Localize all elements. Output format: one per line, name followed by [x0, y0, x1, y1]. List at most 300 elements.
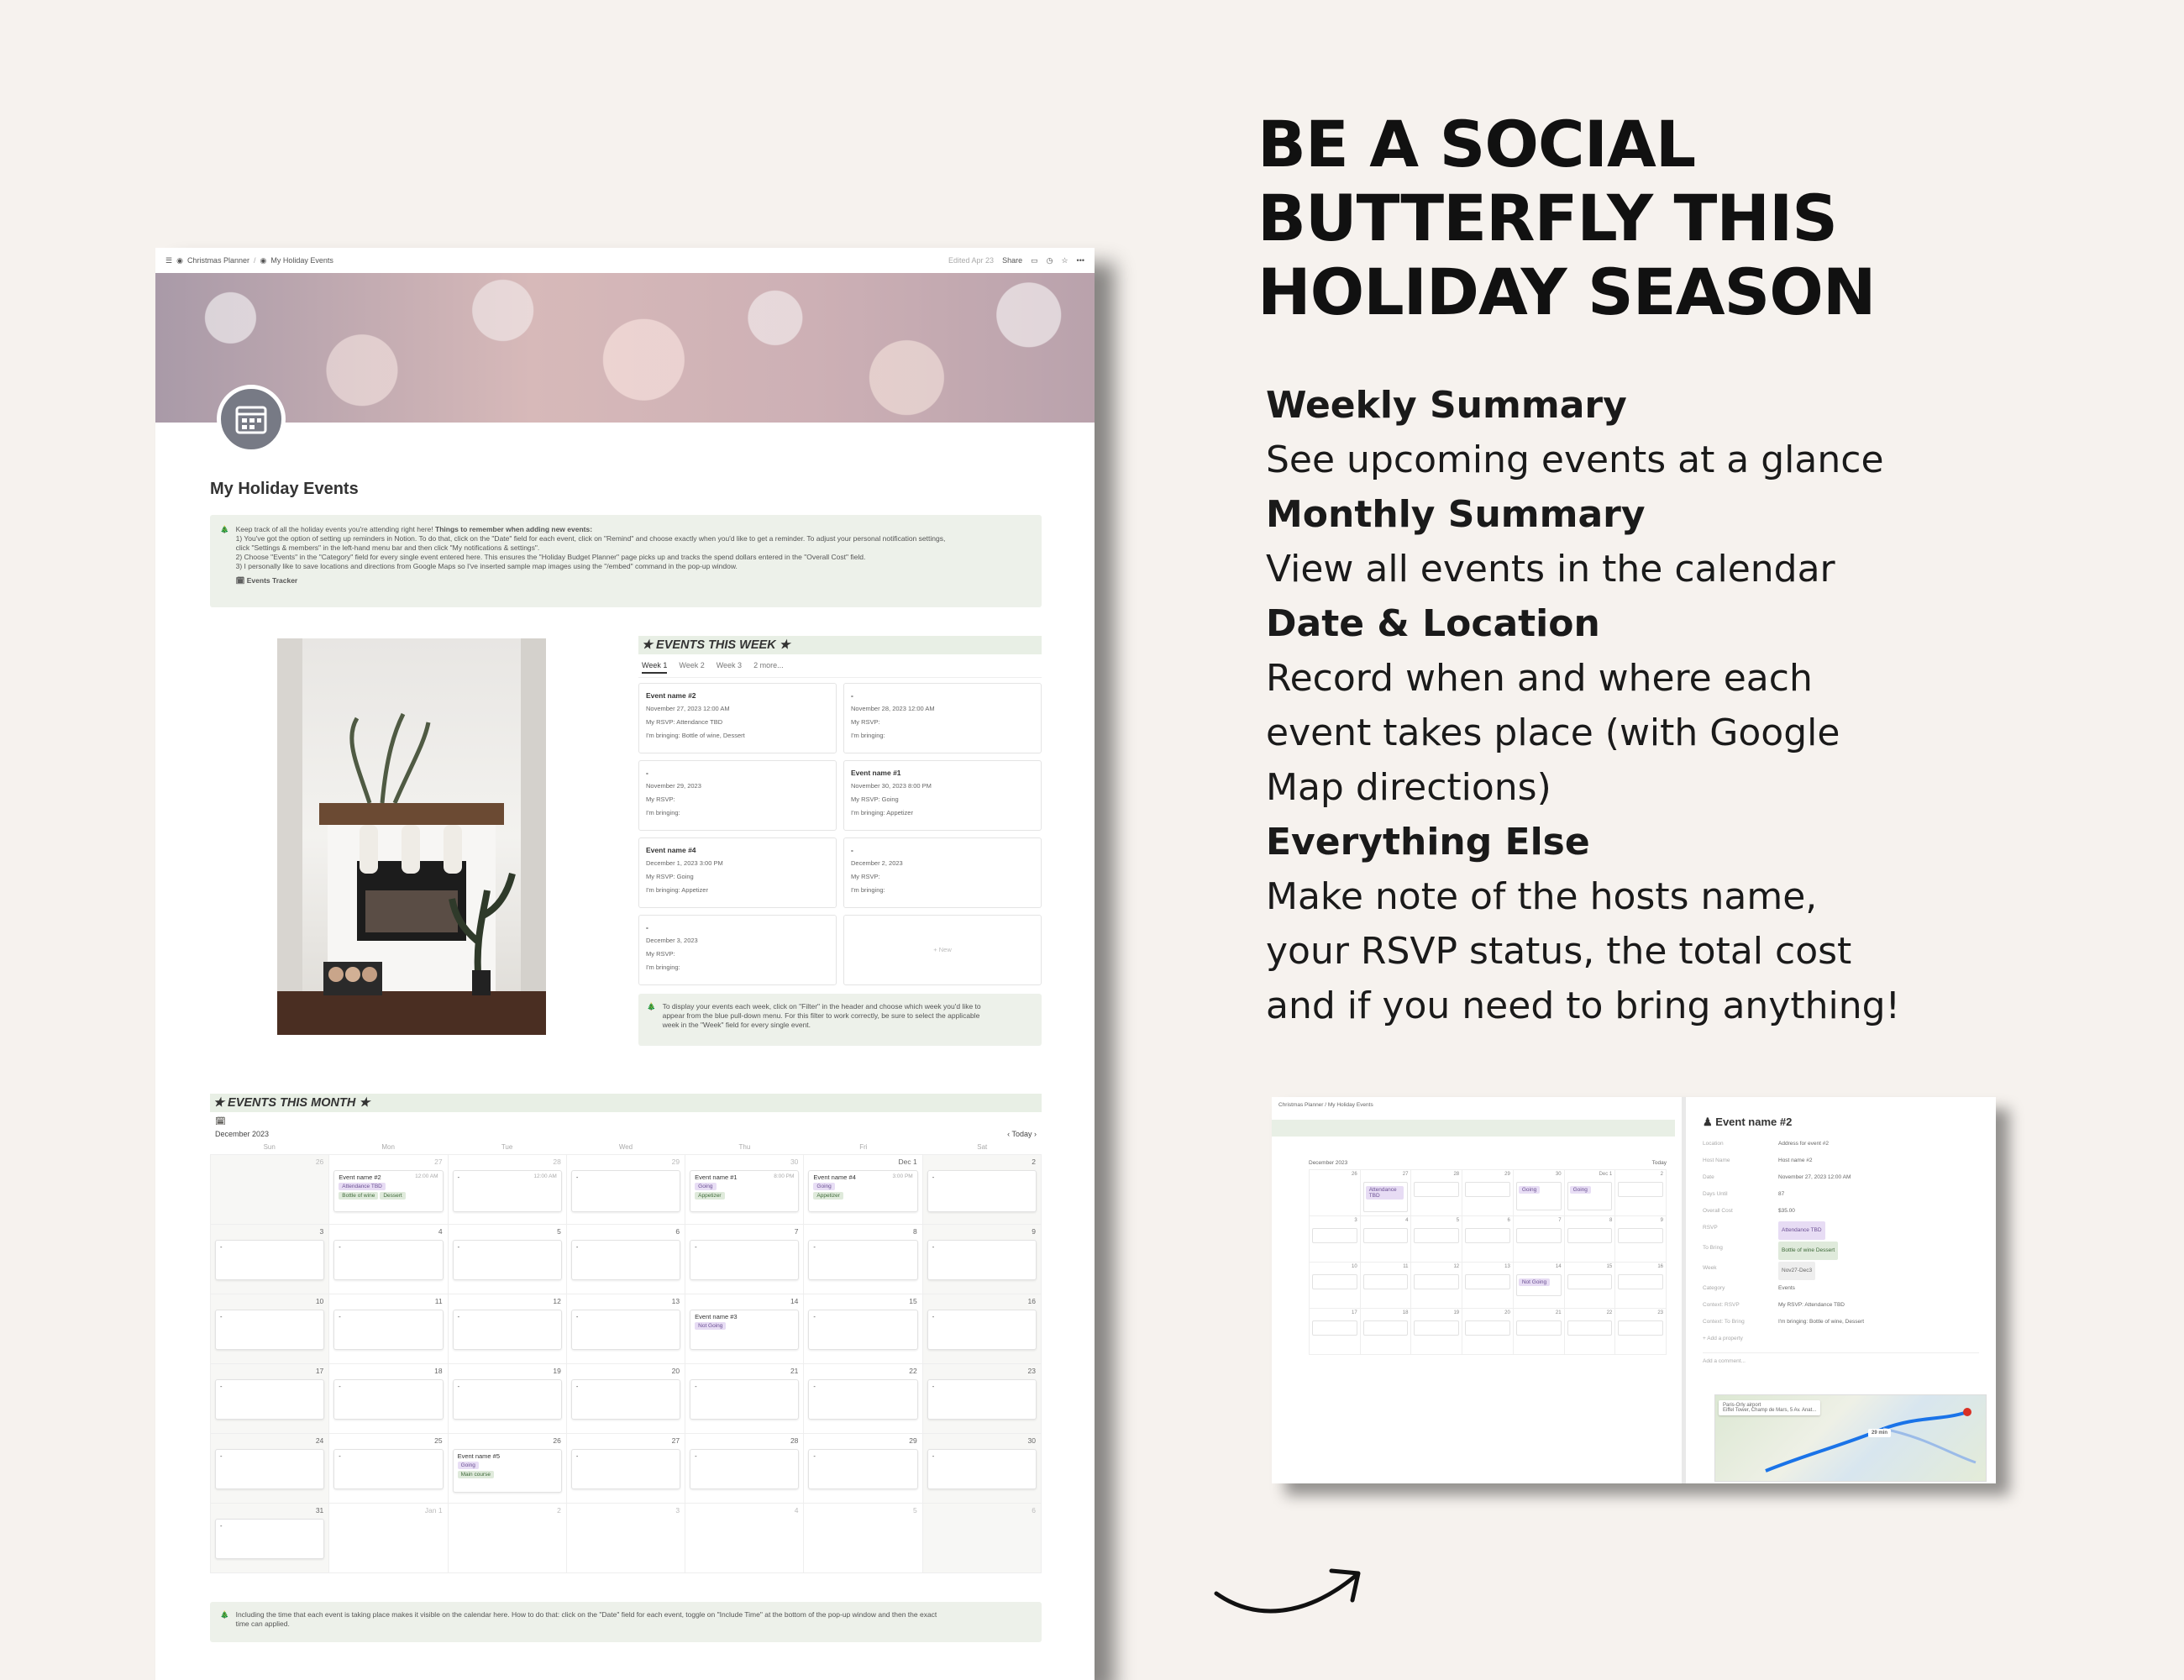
property-value: My RSVP: Attendance TBD [1778, 1302, 1845, 1308]
day-number: 11 [434, 1297, 443, 1305]
thumb-day-number: 12 [1453, 1264, 1460, 1269]
thumb-tag: Going [1570, 1186, 1591, 1194]
calendar-event[interactable] [927, 1379, 1037, 1420]
calendar-event[interactable] [571, 1170, 680, 1212]
detail-property[interactable] [1703, 1186, 1979, 1203]
bring-tag: Appetizer [695, 1192, 724, 1200]
day-number: 18 [434, 1367, 443, 1375]
detail-property[interactable] [1703, 1169, 1979, 1186]
thumb-event [1567, 1228, 1613, 1243]
calendar-event[interactable] [690, 1449, 799, 1489]
thumb-breadcrumb: Christmas Planner / My Holiday Events [1278, 1102, 1373, 1108]
intro-line-1 [236, 525, 946, 534]
calendar-event[interactable] [215, 1449, 324, 1489]
day-number: 8 [912, 1227, 917, 1236]
feature-text: Record when and where each [1266, 657, 1813, 700]
calendar-event[interactable] [215, 1310, 324, 1350]
thumb-day-number: 3 [1354, 1218, 1357, 1223]
calendar-icon [234, 402, 268, 436]
calendar-page-icon[interactable] [217, 385, 286, 454]
day-number: 3 [675, 1506, 680, 1515]
calendar-day[interactable] [567, 1364, 685, 1434]
thumb-day [1310, 1309, 1361, 1355]
rsvp-tag: Attendance TBD [339, 1183, 386, 1190]
week-tip-line-2: appear from the blue pull-down menu. For this filter to work correctly, be sure to select the applicable [662, 1011, 980, 1020]
week-tabs [638, 654, 1042, 678]
thumb-day-number: 9 [1660, 1218, 1663, 1223]
calendar-day[interactable] [449, 1504, 567, 1573]
property-value: Nov27-Dec3 [1778, 1262, 1815, 1280]
week-card[interactable] [638, 837, 837, 908]
day-number: 24 [315, 1436, 324, 1445]
thumb-day [1615, 1216, 1667, 1263]
calendar-day[interactable] [923, 1504, 1042, 1573]
week-gallery [638, 683, 1042, 985]
day-number: 17 [315, 1367, 324, 1375]
thumb-day-number: 18 [1402, 1310, 1409, 1315]
thumb-tag: Not Going [1519, 1278, 1550, 1286]
card-title: - [851, 846, 853, 854]
day-number: 4 [438, 1227, 443, 1236]
event-title: - [932, 1383, 935, 1390]
bring-tag: Main course [458, 1471, 494, 1478]
day-number: 27 [434, 1158, 443, 1166]
card-rsvp: My RSVP: [851, 718, 880, 726]
thumb-day-number: 28 [1453, 1172, 1460, 1177]
event-title: - [220, 1243, 223, 1251]
day-number: 5 [557, 1227, 561, 1236]
calendar-event[interactable] [215, 1240, 324, 1280]
calendar-day[interactable] [329, 1155, 448, 1225]
day-number: 4 [794, 1506, 799, 1515]
event-title: Event name #5 [457, 1452, 501, 1460]
comment-input[interactable]: Add a comment... [1703, 1352, 1979, 1370]
detail-property[interactable] [1703, 1280, 1979, 1297]
detail-property[interactable] [1703, 1314, 1979, 1331]
week-card[interactable] [843, 837, 1042, 908]
day-number: 2 [1032, 1158, 1036, 1166]
event-title: - [813, 1452, 816, 1460]
card-date: November 30, 2023 8:00 PM [851, 782, 932, 790]
event-title: - [695, 1383, 697, 1390]
day-number: 10 [315, 1297, 324, 1305]
tree-icon: 🎄 [220, 1610, 229, 1619]
card-bring: I'm bringing: [646, 963, 680, 971]
card-rsvp: My RSVP: Going [646, 873, 694, 880]
week-card[interactable] [638, 915, 837, 985]
card-date: November 28, 2023 12:00 AM [851, 705, 935, 712]
day-number: Jan 1 [424, 1506, 443, 1515]
calendar-event[interactable] [215, 1519, 324, 1559]
property-key: RSVP [1703, 1225, 1718, 1231]
feature-text: your RSVP status, the total cost [1266, 930, 1852, 973]
events-tracker-link[interactable] [236, 576, 946, 585]
property-key: To Bring [1703, 1245, 1723, 1251]
feature-text: event takes place (with Google [1266, 711, 1840, 754]
thumb-day-number: 14 [1555, 1264, 1562, 1269]
comment-icon[interactable]: ▭ [1031, 255, 1038, 265]
calendar-day[interactable] [685, 1504, 804, 1573]
detail-property[interactable] [1703, 1240, 1979, 1260]
rsvp-tag: Going [813, 1183, 834, 1190]
event-title: - [457, 1173, 460, 1181]
thumb-event [1567, 1182, 1613, 1210]
calendar-event[interactable] [571, 1310, 680, 1350]
event-title: - [339, 1313, 341, 1320]
week-card[interactable] [843, 683, 1042, 753]
promo-headline [1257, 108, 2165, 329]
calendar-event[interactable] [808, 1310, 917, 1350]
detail-property[interactable] [1703, 1297, 1979, 1314]
detail-property[interactable] [1703, 1220, 1979, 1240]
calendar-day[interactable] [329, 1434, 448, 1504]
day-number: 28 [790, 1436, 799, 1445]
card-rsvp: My RSVP: [646, 795, 675, 803]
rsvp-tag: Going [458, 1462, 479, 1469]
calendar-day[interactable] [567, 1225, 685, 1294]
day-number: 9 [1032, 1227, 1036, 1236]
calendar-day[interactable] [804, 1434, 922, 1504]
history-icon[interactable]: ◷ [1046, 255, 1053, 265]
feature-text: and if you need to bring anything! [1266, 984, 1901, 1027]
thumb-day-number: 30 [1555, 1172, 1562, 1177]
calendar-day[interactable] [211, 1364, 329, 1434]
headline-line: HOLIDAY SEASON [1257, 255, 1876, 329]
calendar-event[interactable] [453, 1310, 562, 1350]
event-title: - [813, 1383, 816, 1390]
thumb-day [1310, 1170, 1361, 1216]
event-title: - [220, 1313, 223, 1320]
day-number: 19 [553, 1367, 561, 1375]
thumb-day-number: Dec 1 [1599, 1172, 1613, 1177]
fireplace-illustration [277, 638, 546, 1035]
calendar-day[interactable] [804, 1155, 922, 1225]
thumb-event [1414, 1320, 1459, 1336]
thumb-event [1363, 1320, 1409, 1336]
calendar-event[interactable] [333, 1449, 443, 1489]
map-origin: Paris-Orly airport [1723, 1403, 1761, 1408]
month-heading: ★ EVENTS THIS MONTH ★ [210, 1094, 1042, 1112]
thumb-event [1363, 1274, 1409, 1289]
thumb-day [1565, 1216, 1616, 1263]
event-time: 12:00 AM [533, 1173, 557, 1179]
headline-line: BE A SOCIAL [1257, 107, 1696, 181]
property-key: Context: To Bring [1703, 1319, 1745, 1325]
calendar-day[interactable] [685, 1434, 804, 1504]
calendar-event[interactable] [453, 1170, 562, 1212]
add-property-button[interactable]: + Add a property [1703, 1336, 1743, 1341]
thumb-event [1567, 1320, 1613, 1336]
intro-line-3: click "Settings & members" in the left-hand menu bar and then click "My notifications & settings". [235, 543, 540, 552]
event-title: - [457, 1313, 460, 1320]
calendar-event[interactable] [333, 1170, 443, 1212]
card-date: December 1, 2023 3:00 PM [646, 859, 723, 867]
map-embed[interactable] [1714, 1394, 1987, 1482]
calendar-day[interactable] [685, 1225, 804, 1294]
event-title: - [339, 1383, 341, 1390]
property-value: Host name #2 [1778, 1158, 1813, 1163]
bring-tag: Dessert [380, 1192, 405, 1200]
tab-week-3[interactable]: Week 3 [716, 661, 743, 669]
day-number: 23 [1027, 1367, 1036, 1375]
calendar-event[interactable] [927, 1449, 1037, 1489]
calendar-event[interactable] [571, 1449, 680, 1489]
map-duration: 29 min [1868, 1429, 1891, 1437]
property-value: Address for event #2 [1778, 1141, 1829, 1147]
workspace-icon: ◉ [176, 255, 183, 265]
calendar-event[interactable] [215, 1379, 324, 1420]
property-value: 87 [1778, 1191, 1785, 1197]
calendar-day[interactable] [923, 1434, 1042, 1504]
thumb-day [1462, 1216, 1514, 1263]
day-number: 12 [553, 1297, 561, 1305]
calendar-event[interactable] [808, 1170, 917, 1212]
thumb-day-number: 7 [1558, 1218, 1562, 1223]
thumb-day [1411, 1263, 1462, 1309]
thumb-calendar [1272, 1097, 1675, 1483]
calendar-day[interactable] [685, 1155, 804, 1225]
card-rsvp: My RSVP: [646, 950, 675, 958]
calendar-event[interactable] [333, 1240, 443, 1280]
weekday-row [210, 1140, 1042, 1154]
calendar-day[interactable] [211, 1225, 329, 1294]
day-number: 31 [315, 1506, 324, 1515]
calendar-event[interactable] [808, 1449, 917, 1489]
calendar-day[interactable] [329, 1504, 448, 1573]
calendar-event[interactable] [333, 1310, 443, 1350]
calendar-day[interactable] [567, 1294, 685, 1364]
day-number: 15 [909, 1297, 917, 1305]
property-value: Bottle of wine Dessert [1778, 1242, 1838, 1260]
fireplace-photo [277, 638, 546, 1035]
thumb-event [1516, 1274, 1562, 1296]
event-icon: ♟ [1703, 1116, 1716, 1128]
calendar-day[interactable] [804, 1225, 922, 1294]
calendar-event[interactable] [453, 1240, 562, 1280]
calendar-day[interactable] [567, 1434, 685, 1504]
calendar-event[interactable] [690, 1310, 799, 1350]
calendar-day[interactable] [329, 1364, 448, 1434]
thumb-day-number: 17 [1352, 1310, 1357, 1315]
thumb-day [1361, 1309, 1412, 1355]
calendar-event[interactable] [333, 1379, 443, 1420]
event-title: - [575, 1173, 579, 1181]
feature-text: View all events in the calendar [1266, 548, 1835, 591]
thumb-event [1363, 1182, 1409, 1212]
tab-week-1[interactable]: Week 1 [642, 661, 667, 674]
day-number: 22 [909, 1367, 917, 1375]
week-card[interactable] [843, 760, 1042, 831]
calendar-day[interactable] [211, 1155, 329, 1225]
calendar-day[interactable] [685, 1364, 804, 1434]
calendar-day[interactable] [211, 1294, 329, 1364]
week-tip-line-1: To display your events each week, click on "Filter" in the header and choose which week you'd like to [662, 1002, 981, 1011]
calendar-event[interactable] [571, 1379, 680, 1420]
day-number: 5 [912, 1506, 917, 1515]
thumb-event [1465, 1182, 1510, 1197]
calendar-day[interactable] [804, 1294, 922, 1364]
card-rsvp: My RSVP: Attendance TBD [646, 718, 723, 726]
thumb-day-number: 21 [1555, 1310, 1562, 1315]
day-number: 26 [553, 1436, 561, 1445]
thumb-day-number: 29 [1504, 1172, 1510, 1177]
weekday-label: Fri [859, 1143, 868, 1151]
day-number: 13 [671, 1297, 680, 1305]
event-title: - [932, 1243, 935, 1251]
calendar-day[interactable] [804, 1504, 922, 1573]
event-title: - [932, 1173, 935, 1181]
day-number: 6 [1032, 1506, 1036, 1515]
calendar-day[interactable] [923, 1294, 1042, 1364]
day-number: 30 [1027, 1436, 1036, 1445]
more-icon[interactable]: ••• [1076, 256, 1084, 265]
new-card-button[interactable]: + New [843, 915, 1042, 985]
thumb-day-number: 13 [1504, 1264, 1510, 1269]
calendar-day[interactable] [804, 1364, 922, 1434]
card-date: November 27, 2023 12:00 AM [646, 705, 730, 712]
thumb-day-number: 15 [1606, 1264, 1613, 1269]
calendar-view-icon[interactable]: 🗓 [215, 1117, 226, 1126]
rsvp-tag: Going [695, 1183, 716, 1190]
thumb-today[interactable]: Today [1651, 1160, 1667, 1166]
thumb-day-number: 16 [1657, 1264, 1663, 1269]
detail-screenshot [1272, 1097, 1996, 1483]
event-title: - [695, 1243, 697, 1251]
day-number: 28 [553, 1158, 561, 1166]
calendar-event[interactable] [690, 1240, 799, 1280]
map-destination: Eiffel Tower, Champ de Mars, 5 Av. Anat... [1723, 1408, 1817, 1413]
prev-month-icon[interactable]: ‹ [1007, 1130, 1012, 1138]
share-button[interactable]: Share [1002, 256, 1023, 265]
card-rsvp: My RSVP: Going [851, 795, 899, 803]
page-icon-small: ◉ [260, 255, 267, 265]
calendar-day[interactable] [685, 1294, 804, 1364]
calendar-event[interactable] [927, 1310, 1037, 1350]
calendar-event[interactable] [808, 1379, 917, 1420]
calendar-day[interactable] [211, 1504, 329, 1573]
detail-title-text: Event name #2 [1715, 1116, 1793, 1128]
calendar-day[interactable] [567, 1155, 685, 1225]
property-value: November 27, 2023 12:00 AM [1778, 1174, 1851, 1180]
thumb-day-number: 11 [1403, 1264, 1409, 1269]
weekday-label: Sat [977, 1143, 988, 1151]
calendar-event[interactable] [453, 1379, 562, 1420]
thumb-event [1312, 1228, 1357, 1243]
thumb-day-number: 10 [1352, 1264, 1357, 1269]
day-number: 14 [790, 1297, 799, 1305]
calendar-day[interactable] [211, 1434, 329, 1504]
thumb-event [1516, 1228, 1562, 1243]
week-card[interactable] [638, 760, 837, 831]
detail-title [1703, 1116, 1979, 1129]
tab-more[interactable]: 2 more... [753, 661, 784, 669]
event-title: Event name #1 [695, 1173, 738, 1181]
thumb-event [1363, 1228, 1409, 1243]
property-value: Attendance TBD [1778, 1221, 1825, 1240]
weekday-label: Mon [381, 1143, 395, 1151]
calendar-event[interactable] [927, 1240, 1037, 1280]
feature-list [1266, 378, 2173, 1033]
month-nav [1007, 1130, 1037, 1138]
thumb-day [1514, 1309, 1565, 1355]
event-title: - [457, 1383, 460, 1390]
calendar-day[interactable] [329, 1225, 448, 1294]
calendar-event[interactable] [571, 1240, 680, 1280]
calendar-event[interactable] [808, 1240, 917, 1280]
intro-line-2: 1) You've got the option of setting up reminders in Notion. To do that, click on the "Date" field for each event, click on "Remind" and choose exactly when you'd like to get a reminder. To adjust your personal notification settings, [235, 534, 946, 543]
menu-icon[interactable]: ☰ [165, 255, 173, 265]
week-card[interactable] [638, 683, 837, 753]
event-title: - [339, 1452, 341, 1460]
property-value: $35.00 [1778, 1208, 1795, 1214]
detail-property[interactable] [1703, 1152, 1979, 1169]
thumb-day [1462, 1263, 1514, 1309]
thumb-day [1565, 1170, 1616, 1216]
calendar-day[interactable] [449, 1294, 567, 1364]
calendar-event[interactable] [690, 1170, 799, 1212]
thumb-tag: Going [1519, 1186, 1540, 1194]
event-time: 3:00 PM [892, 1173, 913, 1179]
card-date: December 2, 2023 [851, 859, 903, 867]
property-key: Context: RSVP [1703, 1302, 1740, 1308]
week-heading: ★ EVENTS THIS WEEK ★ [638, 636, 1042, 654]
property-key: Date [1703, 1174, 1714, 1180]
calendar-event[interactable] [690, 1379, 799, 1420]
day-number: 6 [675, 1227, 680, 1236]
calendar-day[interactable] [449, 1434, 567, 1504]
calendar-day[interactable] [449, 1364, 567, 1434]
weekday-label: Tue [501, 1143, 513, 1151]
thumb-event [1312, 1320, 1357, 1336]
detail-property[interactable] [1703, 1260, 1979, 1280]
thumb-section-bar [1272, 1120, 1675, 1137]
thumb-event [1312, 1274, 1357, 1289]
breadcrumb-workspace[interactable]: Christmas Planner [186, 256, 249, 265]
calendar-day[interactable] [329, 1294, 448, 1364]
calendar-day[interactable] [449, 1155, 567, 1225]
thumb-day [1462, 1309, 1514, 1355]
event-title: - [220, 1452, 223, 1460]
calendar-tip-line-1: Including the time that each event is taking place makes it visible on the calendar here. How to do that: click on the "Date" field for each event, toggle on "Include Time" at the bottom of the pop-up window and then the exact [235, 1610, 937, 1619]
star-icon[interactable]: ☆ [1061, 255, 1068, 265]
next-month-icon[interactable]: › [1032, 1130, 1037, 1138]
thumb-event [1465, 1320, 1510, 1336]
today-button[interactable]: Today [1011, 1130, 1032, 1138]
feature-text: Make note of the hosts name, [1266, 875, 1818, 918]
thumb-event [1618, 1182, 1663, 1197]
breadcrumb-page[interactable]: My Holiday Events [270, 256, 333, 265]
thumb-day [1514, 1170, 1565, 1216]
detail-property[interactable] [1703, 1203, 1979, 1220]
calendar-day[interactable] [923, 1364, 1042, 1434]
thumb-event [1618, 1320, 1663, 1336]
calendar-day[interactable] [923, 1155, 1042, 1225]
card-title: - [646, 769, 648, 777]
calendar-event[interactable] [927, 1170, 1037, 1212]
event-detail-panel [1682, 1097, 1996, 1483]
detail-property[interactable] [1703, 1136, 1979, 1152]
calendar-day[interactable] [567, 1504, 685, 1573]
calendar-event[interactable] [453, 1449, 562, 1493]
thumb-event [1414, 1182, 1459, 1197]
property-key: Days Until [1703, 1191, 1728, 1197]
event-title: - [932, 1313, 935, 1320]
feature-title: Date & Location [1266, 602, 1600, 645]
calendar-day[interactable] [923, 1225, 1042, 1294]
tab-week-2[interactable]: Week 2 [679, 661, 705, 669]
calendar-day[interactable] [449, 1225, 567, 1294]
day-number: 27 [671, 1436, 680, 1445]
